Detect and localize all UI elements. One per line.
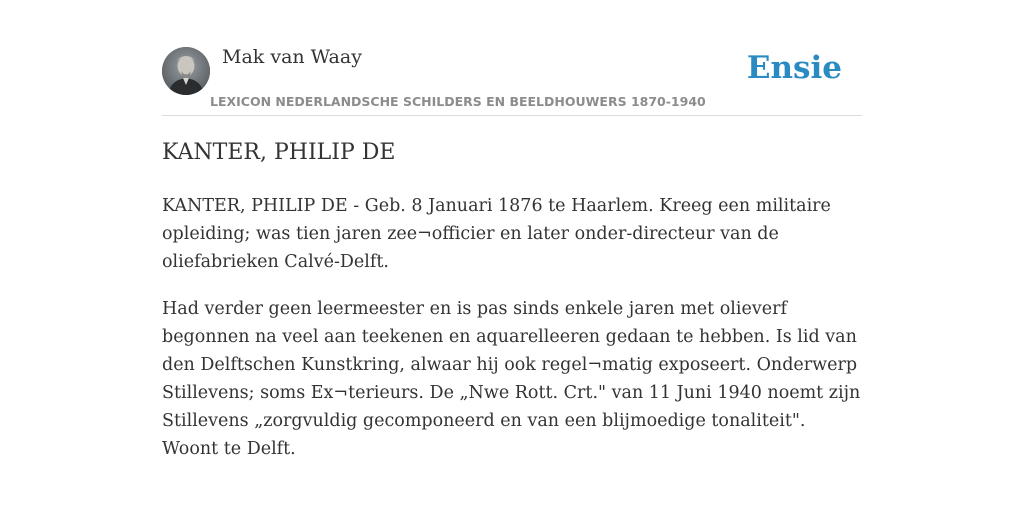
ensie-logo[interactable]: Ensie [746, 50, 842, 86]
lexicon-name[interactable]: LEXICON NEDERLANDSCHE SCHILDERS EN BEELDHOUWERS 1870-1940 [210, 94, 706, 109]
avatar[interactable] [162, 47, 210, 95]
author-name[interactable]: Mak van Waay [222, 46, 362, 68]
article-paragraph: KANTER, PHILIP DE - Geb. 8 Januari 1876 te Haarlem. Kreeg een militaire opleiding; was tien jaren zee¬officier en later onder-directeur van de oliefabrieken Calvé-Delft. [162, 196, 831, 272]
article-body [162, 192, 862, 482]
article-title: KANTER, PHILIP DE [162, 140, 396, 165]
header [162, 44, 862, 116]
article-paragraph: Had verder geen leermeester en is pas sinds enkele jaren met olieverf begonnen na veel aan teekenen en aquarelleeren gedaan te hebben. Is lid van den Delftschen Kunstkring, alwaar hij ook regel¬matig exposeert. Onderwerp Stillevens; soms Ex¬terieurs. De „Nwe Rott. Crt." van 11 Juni 1940 noemt zijn Stillevens „zorgvuldig gecomponeerd en van een blijmoedige tonaliteit". Woont te Delft. [162, 299, 861, 459]
author-portrait-image [162, 47, 210, 95]
